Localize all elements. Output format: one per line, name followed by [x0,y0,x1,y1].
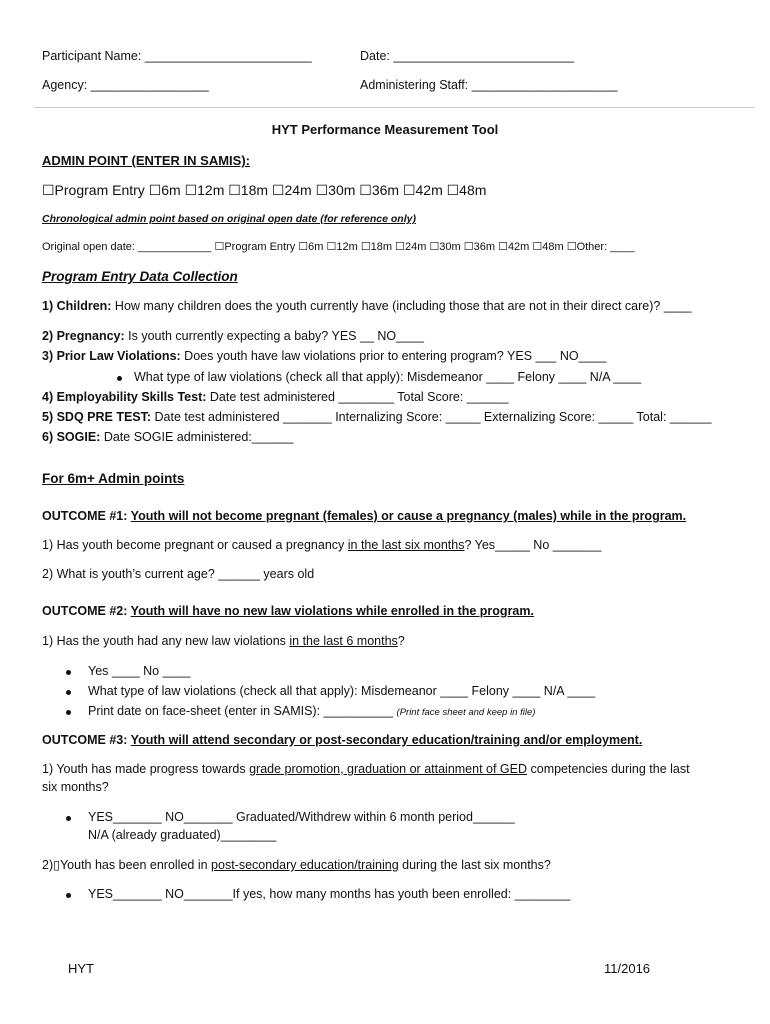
outcome-3-question-1: 1) Youth has made progress towards grade promotion, graduation or attainment of GED competencies during the last [42,762,690,776]
outcome-2-heading: OUTCOME #2: Youth will have no new law violations while enrolled in the program. [42,604,534,618]
outcome-2-yes-no: Yes ____ No ____ [88,664,191,678]
outcome-3-question-1-continued: six months? [42,780,109,794]
outcome-3-enrollment-answer: YES_______ NO_______If yes, how many months has youth been enrolled: ________ [88,887,571,901]
participant-name-field: Participant Name: ________________________ [42,49,312,63]
six-month-heading: For 6m+ Admin points [42,471,185,486]
question-sogie: 6) SOGIE: Date SOGIE administered:______ [42,430,294,444]
outcome-1-question-2: 2) What is youth’s current age? ______ years old [42,567,315,581]
outcome-3-progress-answer: YES_______ NO_______ Graduated/Withdrew within 6 month period______ [88,810,515,824]
question-pregnancy: 2) Pregnancy: Is youth currently expecting a baby? YES __ NO____ [42,329,424,343]
outcome-1-heading: OUTCOME #1: Youth will not become pregnant (females) or cause a pregnancy (males) while in the program. [42,509,687,523]
admin-point-heading: ADMIN POINT (ENTER IN SAMIS): [42,153,250,168]
law-violation-types: What type of law violations (check all that apply): Misdemeanor ____ Felony ____ N/A ____ [134,370,642,384]
date-field: Date: __________________________ [360,49,575,63]
page-title: HYT Performance Measurement Tool [271,122,499,137]
bullet [66,816,71,821]
footer-left: HYT [68,961,94,976]
header-divider [34,107,754,108]
outcome-2-law-violation-types: What type of law violations (check all that apply): Misdemeanor ____ Felony ____ N/A ____ [88,684,596,698]
outcome-3-question-2: 2)▯Youth has been enrolled in post-secondary education/training during the last six months? [42,858,551,872]
admin-point-checkboxes: ☐Program Entry ☐6m ☐12m ☐18m ☐24m ☐30m ☐36m ☐42m ☐48m [42,182,487,198]
bullet [66,710,71,715]
bullet [66,893,71,898]
outcome-1-question-1: 1) Has youth become pregnant or caused a pregnancy in the last six months? Yes_____ No _______ [42,538,602,552]
chronological-note: Chronological admin point based on original open date (for reference only) [42,213,416,225]
footer-date: 11/2016 [604,961,651,976]
outcome-3-na-already-graduated: N/A (already graduated)________ [88,828,277,842]
question-employability: 4) Employability Skills Test: Date test administered ________ Total Score: ______ [42,390,509,404]
administering-staff-field: Administering Staff: _____________________ [360,78,618,92]
question-children: 1) Children: How many children does the youth currently have (including those that are not in their direct care)? ____ [42,299,692,313]
bullet [66,670,71,675]
bullet [117,376,122,381]
outcome-2-face-sheet-date: Print date on face-sheet (enter in SAMIS): __________ (Print face sheet and keep in file) [88,704,536,718]
program-entry-heading: Program Entry Data Collection [42,269,238,284]
outcome-3-heading: OUTCOME #3: Youth will attend secondary or post-secondary education/training and/or employment. [42,733,643,747]
question-sdq-pre-test: 5) SDQ PRE TEST: Date test administered _______ Internalizing Score: _____ Externalizing Score: _____ Total: ______ [42,410,712,424]
agency-field: Agency: _________________ [42,78,209,92]
question-prior-law-violations: 3) Prior Law Violations: Does youth have law violations prior to entering program? YES ___ NO____ [42,349,607,363]
outcome-2-question-1: 1) Has the youth had any new law violations in the last 6 months? [42,634,405,648]
bullet [66,690,71,695]
original-open-date-row: Original open date: ____________ ☐Program Entry ☐6m ☐12m ☐18m ☐24m ☐30m ☐36m ☐42m ☐48m ☐Other: ____ [42,241,635,253]
